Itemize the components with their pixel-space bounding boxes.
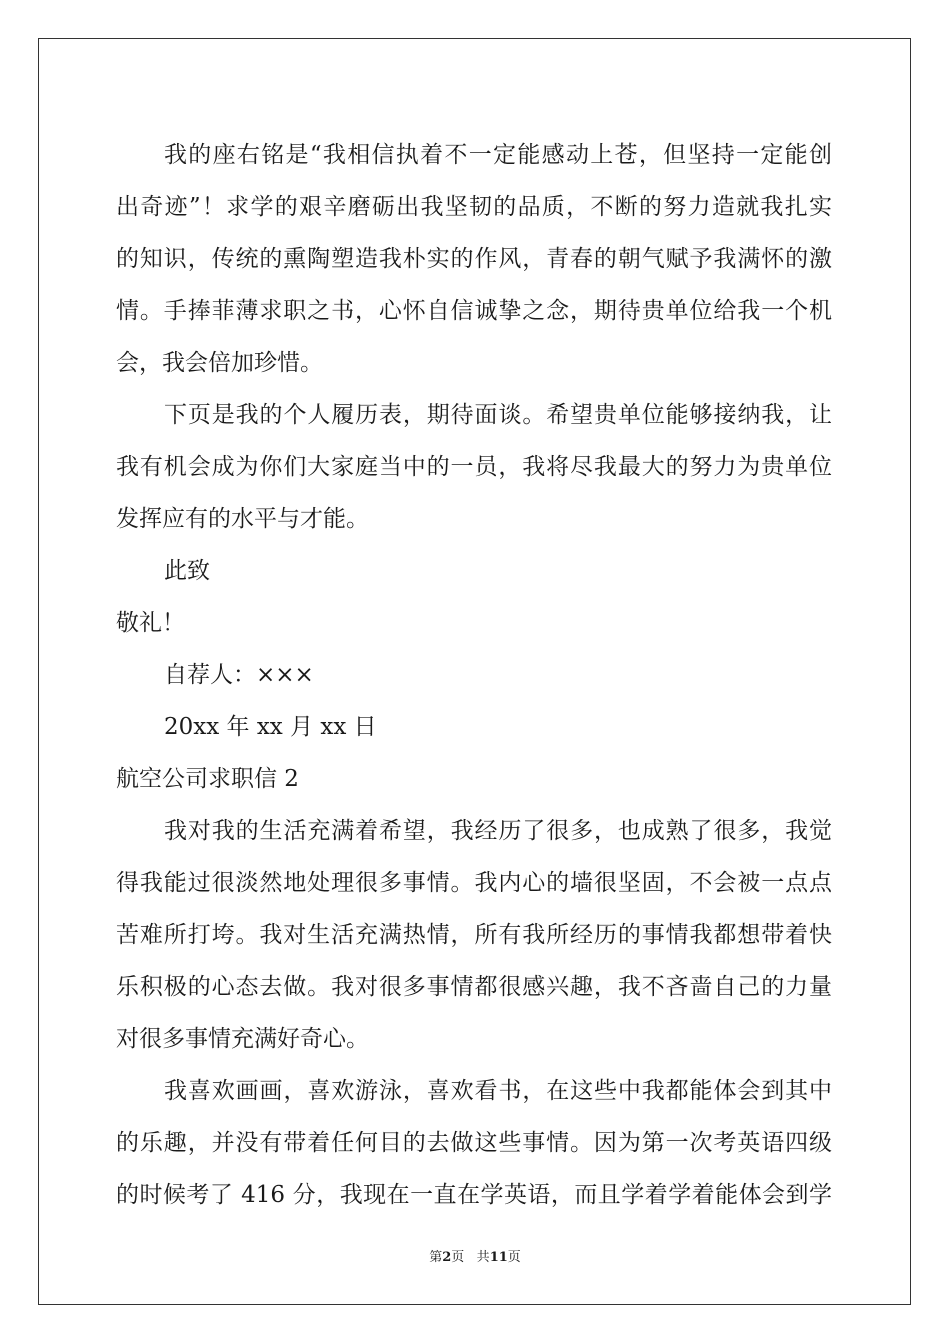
text-line: 的乐趣，并没有带着任何目的去做这些事情。因为第一次考英语四级 <box>116 1130 832 1156</box>
text-line: 我对我的生活充满着希望，我经历了很多，也成熟了很多，我觉 <box>164 818 832 844</box>
text-line: 我有机会成为你们大家庭当中的一员，我将尽我最大的努力为贵单位 <box>116 454 832 480</box>
page-current: 2 <box>442 1250 452 1265</box>
text-line: 发挥应有的水平与才能。 <box>116 506 369 532</box>
text-line: 20xx 年 xx 月 xx 日 <box>164 714 377 740</box>
text-line: 此致 <box>164 558 210 584</box>
text-line: 乐积极的心态去做。我对很多事情都很感兴趣，我不吝啬自己的力量 <box>116 974 832 1000</box>
total-prefix: 共 <box>476 1250 490 1265</box>
text-line: 情。手捧菲薄求职之书，心怀自信诚挚之念，期待贵单位给我一个机 <box>116 298 832 324</box>
text-line: 下页是我的个人履历表，期待面谈。希望贵单位能够接纳我，让 <box>164 402 832 428</box>
text-line: 的知识，传统的熏陶塑造我朴实的作风，青春的朝气赋予我满怀的激 <box>116 246 832 272</box>
text-line: 敬礼！ <box>116 610 185 636</box>
page-total: 11 <box>489 1250 508 1265</box>
text-line: 出奇迹”！求学的艰辛磨砺出我坚韧的品质，不断的努力造就我扎实 <box>116 194 832 220</box>
text-line: 的时候考了 416 分，我现在一直在学英语，而且学着学着能体会到学 <box>116 1182 832 1208</box>
text-line: 得我能过很淡然地处理很多事情。我内心的墙很坚固，不会被一点点 <box>116 870 832 896</box>
page-prefix: 第 <box>429 1250 443 1265</box>
text-line: 自荐人：××× <box>164 662 314 688</box>
page-suffix: 页 <box>451 1250 465 1265</box>
text-line: 航空公司求职信 2 <box>116 766 299 792</box>
document-body <box>116 129 832 1221</box>
text-line: 会，我会倍加珍惜。 <box>116 350 323 376</box>
text-line: 我喜欢画画，喜欢游泳，喜欢看书，在这些中我都能体会到其中 <box>164 1078 832 1104</box>
text-line: 对很多事情充满好奇心。 <box>116 1026 369 1052</box>
page-footer <box>0 1246 950 1265</box>
text-line: 我的座右铭是“我相信执着不一定能感动上苍，但坚持一定能创 <box>164 142 832 168</box>
text-line: 苦难所打垮。我对生活充满热情，所有我所经历的事情我都想带着快 <box>116 922 832 948</box>
total-suffix: 页 <box>507 1250 521 1265</box>
